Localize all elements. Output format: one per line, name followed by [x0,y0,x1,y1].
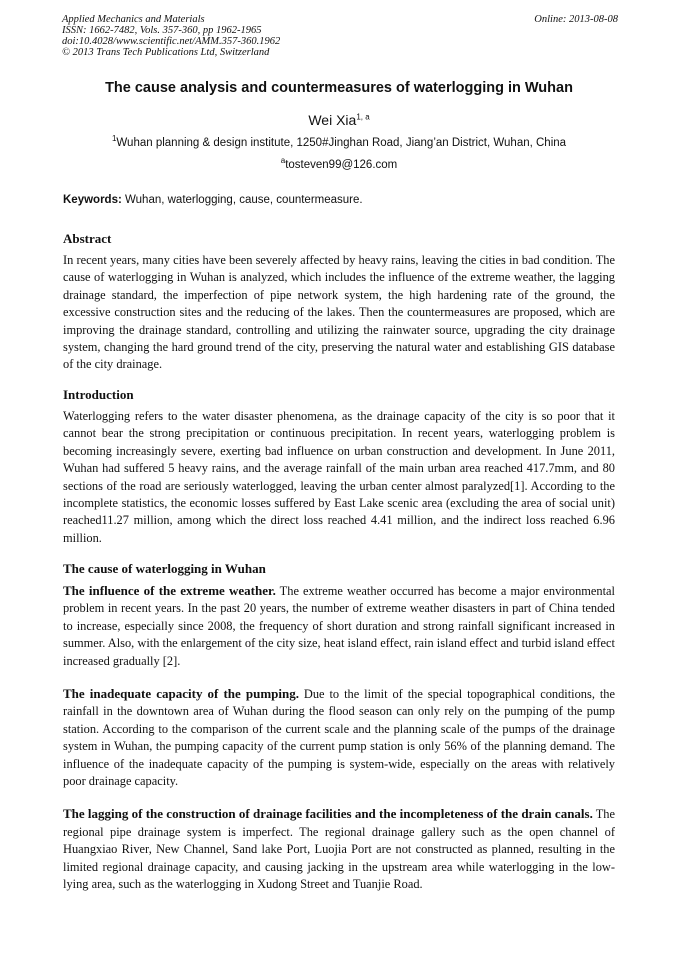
abstract-section [63,231,615,374]
drainage-lead: The lagging of the construction of drainage facilities and the incompleteness of the drain canals. [63,806,593,822]
author-line [0,112,678,128]
journal-doi: doi:10.4028/www.scientific.net/AMM.357-360.1962 [62,36,281,47]
journal-header [62,14,618,58]
cause-heading: The cause of waterlogging in Wuhan [63,561,266,576]
pumping-text: Due to the limit of the special topographical conditions, the rainfall in the downtown area of Wuhan during the flood season can only rely on the pumping of the pump station. According to the comparison of the current scale and the planning scale of the pumps of the drainage system in Wuhan, the pumping capacity of the current pump station is only 56% of the planning demand. The influence of the inadequate capacity of the pumping is system-wide, especially on the areas with relatively poor drainage capacity. [63,687,615,789]
author-name: Wei Xia [308,112,357,128]
introduction-text: Waterlogging refers to the water disaster phenomena, as the drainage capacity of the city is so poor that it cannot bear the strong precipitation or continuous precipitation. In recent years, waterlogging problem is becoming increasingly severe, exerting bad influence on urban construction and development. In June 2011, Wuhan had suffered 5 heavy rains, and the average rainfall of the main urban area reached 417.7mm, and 80 sections of the road are seriously waterlogged, leaving the urban center almost paralyzed[1]. According to the incomplete statistics, the economic losses suffered by East Lake scenic area (excluding the area of social unit) reached11.27 million, among which the direct loss reached 4.41 million, and the indirect loss reached 6.96 million. [63,409,615,545]
affiliation-line [0,134,678,149]
affiliation-superscript: 1 [111,134,117,144]
cause-paragraph-drainage [63,805,615,893]
keywords-label: Keywords: [63,194,122,206]
affiliation: Wuhan planning & design institute, 1250#Jinghan Road, Jiang’an District, Wuhan, China [116,137,567,149]
abstract-heading: Abstract [63,231,112,246]
abstract-text: In recent years, many cities have been severely affected by heavy rains, leaving the cities in bad condition. The cause of waterlogging in Wuhan is analyzed, which includes the influence of the extreme weather, the lagging drainage standard, the imperfection of pipe network system, the high hardening rate of the ground, the excessive construction sites and the reducing of the lakes. Then the countermeasures are proposed, which are improving the drainage standard, controlling and utilizing the rainwater source, upgrading the city drainage system, changing the hard ground trend of the city, preserving the natural water and establishing GIS database of the city drainage. [63,253,615,372]
introduction-heading: Introduction [63,387,134,402]
pumping-lead: The inadequate capacity of the pumping. [63,686,299,702]
cause-paragraph-pumping [63,685,615,790]
cause-paragraph-weather [63,582,615,670]
weather-lead: The influence of the extreme weather. [63,583,276,598]
keywords [63,194,615,206]
weather-text: The extreme weather occurred has become a major environmental problem in recent years. In the past 20 years, the number of extreme weather disasters in part of China tended to increase, especially since 2008, the frequency of short duration and strong rainfall significant increased in summer. Also, with the enlargement of the city size, heat island effect, rain island effect and turbid island effect increased gradually [2]. [63,584,615,668]
drainage-text: The regional pipe drainage system is imperfect. The regional drainage gallery such as the open channel of Huangxiao River, New Channel, Sand lake Port, Luojia Port are not constructed as planned, resulting in the limited regional drainage capacity, and causing jacking in the upstream area while waterlogging in the low-lying area, such as the waterlogging in Xudong Street and Tuanjie Road. [63,807,615,892]
online-date: Online: 2013-08-08 [534,14,618,25]
email-line [0,156,678,171]
cause-section [63,561,615,894]
author-email: tosteven99@126.com [285,159,398,171]
journal-name: Applied Mechanics and Materials [62,14,205,25]
journal-issn: ISSN: 1662-7482, Vols. 357-360, pp 1962-1965 [62,25,262,36]
journal-copyright: © 2013 Trans Tech Publications Ltd, Switzerland [62,47,270,58]
paper-title: The cause analysis and countermeasures of waterlogging in Wuhan [105,80,573,96]
author-superscript: 1, a [356,112,370,122]
email-superscript: a [280,156,286,166]
keywords-text: Wuhan, waterlogging, cause, countermeasure. [125,194,363,206]
introduction-section [63,387,615,547]
